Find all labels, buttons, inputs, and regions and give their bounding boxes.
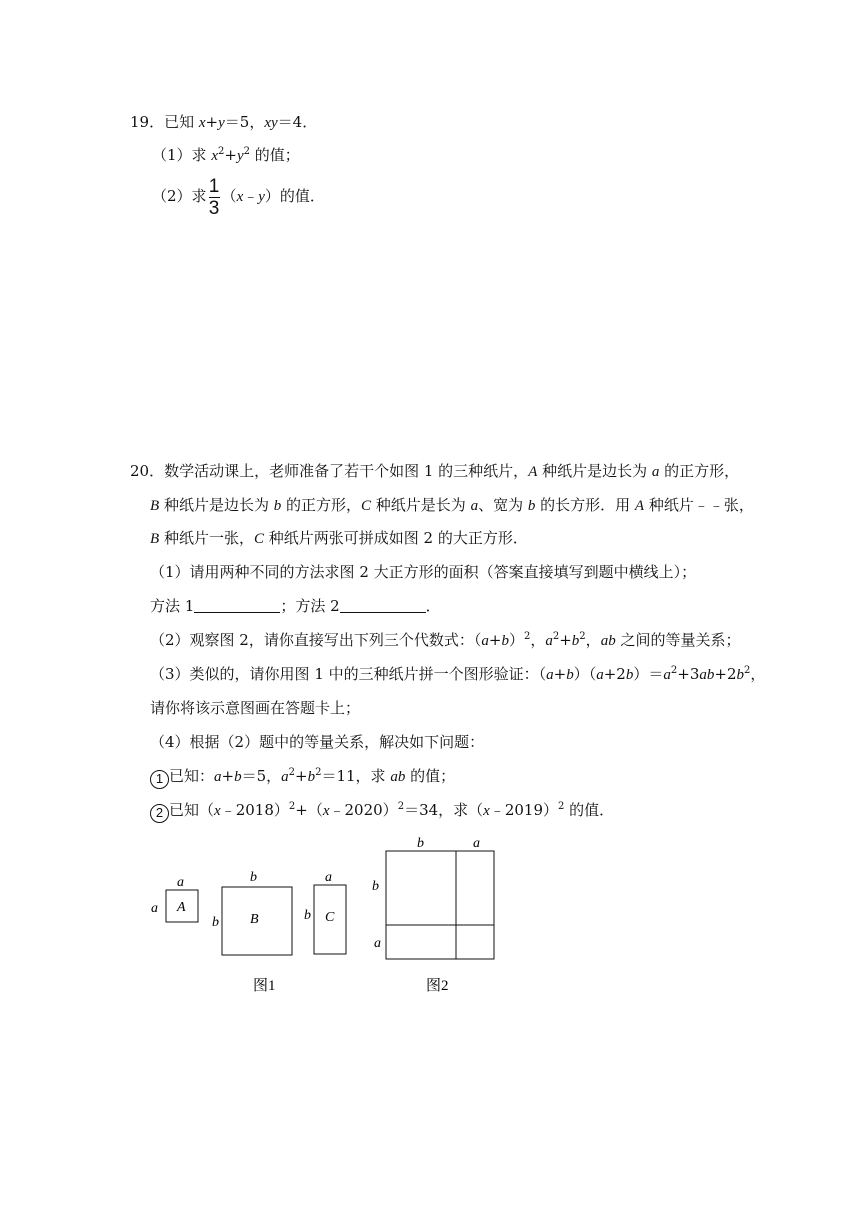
circled-number-1: 1 (150, 770, 169, 789)
q20-part3: （3）类似的，请你用图 1 中的三种纸片拼一个图形验证：$(a+b)(a+2b)=a^2+3ab+2b^2$， (150, 665, 766, 683)
q19-part2: （2）求 $\frac{1}{3}$ （x﹣y）的值． (152, 175, 325, 219)
piece-a-top-side: a (177, 875, 184, 890)
q20-part1: （1）请用两种不同的方法求图 2 大正方形的面积（答案直接填写到题中横线上）； (150, 563, 697, 581)
q20-sub1: 1 已知：a+b＝5，$a^2+b^2=11$，求 ab 的值； (150, 766, 455, 789)
q20-sub2: 2 已知（x﹣2018）$^2$+（x﹣2020）$^2$＝34，求（x﹣2019）$^2$ 的值． (150, 800, 614, 823)
big-square (386, 851, 494, 959)
piece-b-left-side: b (212, 915, 219, 930)
piece-c-top-side: a (325, 870, 332, 885)
piece-b-top-side: b (250, 870, 257, 885)
piece-b-square (222, 887, 292, 955)
q20-stem-line3: B 种纸片一张，C 种纸片两张可拼成如图 2 的大正方形． (150, 529, 528, 547)
figure-1 (151, 870, 346, 994)
piece-a-left-side: a (151, 901, 158, 916)
fraction-one-third: $\frac{1}{3}$ (208, 175, 220, 219)
q19-part1: （1）求 $x^2+y^2$ 的值； (152, 146, 300, 164)
answer-blank-2 (340, 598, 426, 613)
q20-stem-line2: B 种纸片是边长为 b 的正方形，C 种纸片是长为 a、宽为 b 的长方形．用 A 种纸片﹣﹣张， (150, 496, 754, 514)
q20-part2: （2）观察图 2，请你直接写出下列三个代数式：$(a+b)^2$，$a^2+b^2$，ab 之间的等量关系； (150, 631, 741, 649)
fig2-top-a: a (473, 836, 480, 851)
q19-stem: 19．已知 x+y＝5，xy＝4． (130, 113, 318, 131)
fig2-left-a: a (374, 936, 381, 951)
q20-methods: 方法 1 ；方法 2 ． (150, 597, 441, 615)
piece-a-square (166, 890, 198, 922)
figure-2 (372, 836, 494, 994)
fig2-caption: 图2 (426, 978, 449, 994)
fig1-caption: 图1 (253, 978, 276, 994)
piece-b-label: B (250, 912, 259, 927)
fig2-left-b: b (372, 879, 379, 894)
fig2-top-b: b (417, 836, 424, 851)
piece-c-rect (314, 885, 346, 954)
piece-a-label: A (177, 900, 186, 915)
q20-part3-cont: 请你将该示意图画在答题卡上； (150, 699, 361, 717)
piece-c-left-side: b (304, 908, 311, 923)
q20-part4: （4）根据（2）题中的等量关系，解决如下问题： (150, 733, 485, 751)
q20-stem-line1: 20．数学活动课上，老师准备了若干个如图 1 的三种纸片，A 种纸片是边长为 a 的正方形， (130, 462, 740, 480)
circled-number-2: 2 (150, 804, 169, 823)
piece-c-label: C (325, 910, 335, 925)
answer-blank-1 (194, 598, 280, 613)
